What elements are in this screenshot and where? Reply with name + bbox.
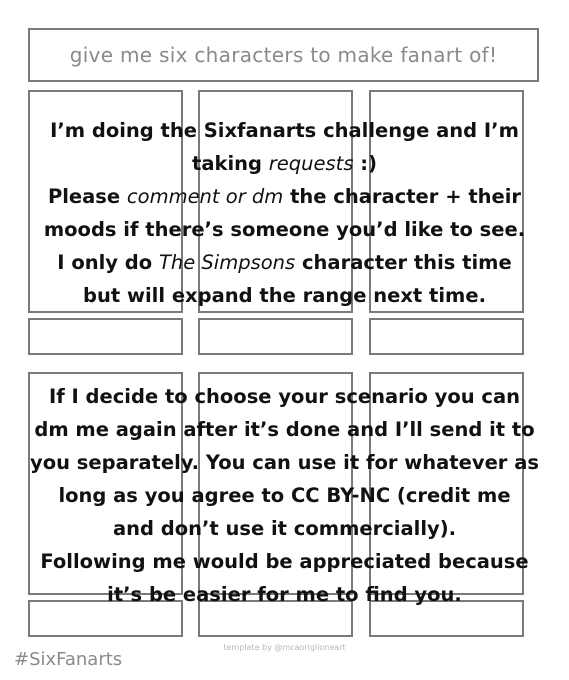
request-info-text bbox=[20, 114, 549, 312]
text-line: Following me would be appreciated because bbox=[40, 550, 529, 573]
template-title: give me six characters to make fanart of! bbox=[69, 43, 498, 67]
text-line: dm me again after it’s done and I’ll send it to bbox=[34, 418, 535, 441]
label-box-1 bbox=[28, 318, 183, 355]
text-line: If I decide to choose your scenario you can bbox=[48, 385, 521, 408]
text-line: Please comment or dm the character + their bbox=[47, 185, 522, 208]
text-line: I only do The Simpsons character this time bbox=[57, 251, 512, 274]
text-line: I’m doing the Sixfanarts challenge and I’m bbox=[50, 119, 519, 142]
hashtag: #SixFanarts bbox=[14, 649, 123, 670]
text-line: and don’t use it commercially). bbox=[112, 517, 457, 540]
text-line: but will expand the range next time. bbox=[83, 284, 486, 307]
text-line: you separately. You can use it for whatever as bbox=[30, 451, 539, 474]
text-line: long as you agree to CC BY-NC (credit me bbox=[58, 484, 511, 507]
label-box-2 bbox=[198, 318, 353, 355]
text-line: moods if there’s someone you’d like to see. bbox=[43, 218, 526, 241]
template-credit: template by @mcaoriglioneart bbox=[223, 643, 346, 652]
template-title-box bbox=[28, 28, 539, 82]
text-line: it’s be easier for me to find you. bbox=[107, 583, 462, 606]
text-line: taking requests :) bbox=[192, 152, 377, 175]
usage-info-text bbox=[20, 380, 549, 611]
label-box-3 bbox=[369, 318, 524, 355]
